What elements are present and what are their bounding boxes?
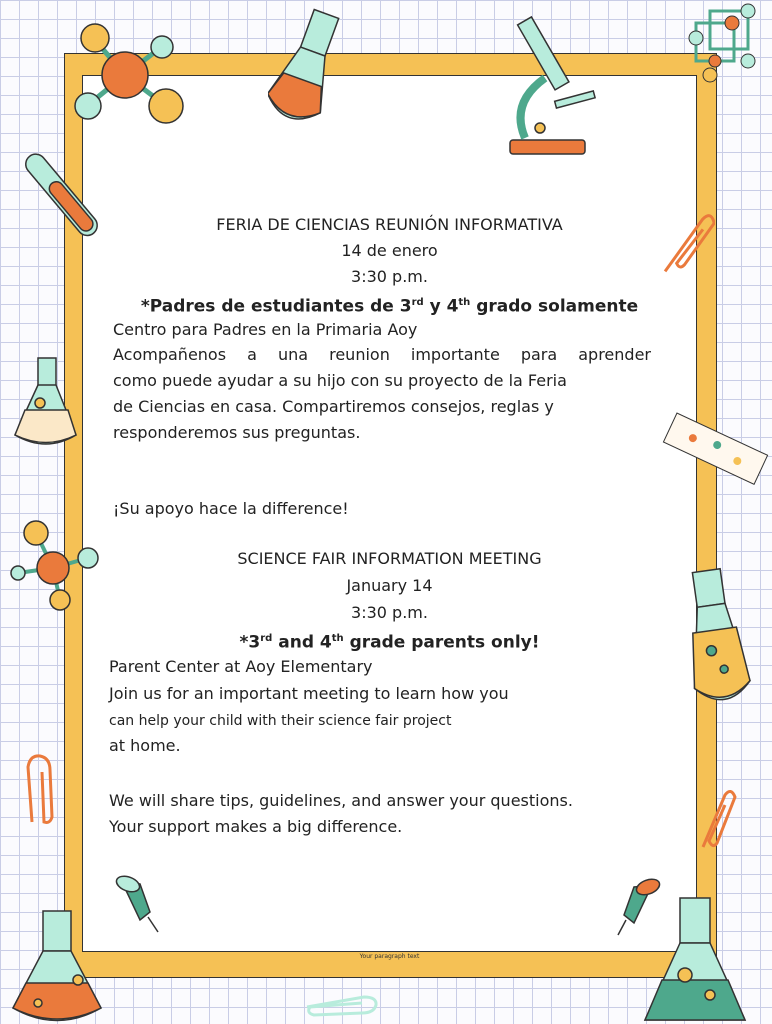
microscope-icon	[505, 8, 605, 158]
paperclip-icon	[302, 985, 382, 1020]
english-body-line: can help your child with their science fair project	[109, 713, 452, 729]
washi-tape-icon	[660, 405, 772, 495]
flask-icon	[680, 565, 752, 715]
spanish-closing: ¡Su apoyo hace la difference!	[113, 499, 349, 518]
test-tube-icon	[15, 145, 110, 250]
paperclip-icon	[20, 752, 60, 830]
english-date: January 14	[346, 576, 433, 595]
english-body-line: at home.	[109, 736, 181, 755]
pushpin-icon	[110, 872, 165, 937]
english-time: 3:30 p.m.	[351, 603, 428, 622]
paperclip-icon	[695, 785, 740, 855]
spanish-body-line: Acompañenos a una reunion importante para aprender	[113, 345, 651, 364]
flask-icon	[10, 355, 82, 450]
molecule-icon	[8, 518, 103, 613]
spanish-audience: *Padres de estudiantes de 3rd y 4th grado solamente	[140, 296, 639, 317]
spanish-title: FERIA DE CIENCIAS REUNIÓN INFORMATIVA	[216, 215, 563, 234]
spanish-body-line: como puede ayudar a su hijo con su proyecto de la Feria	[113, 371, 567, 390]
english-closing-line: Your support makes a big difference.	[109, 817, 403, 836]
english-title: SCIENCE FAIR INFORMATION MEETING	[237, 549, 542, 568]
paperclip-icon	[660, 205, 715, 285]
flask-icon	[8, 908, 106, 1024]
flask-icon	[640, 895, 750, 1024]
english-location: Parent Center at Aoy Elementary	[109, 657, 373, 676]
spanish-body-line: de Ciencias en casa. Compartiremos consejos, reglas y	[113, 397, 554, 416]
spanish-date: 14 de enero	[341, 241, 438, 260]
spanish-location: Centro para Padres en la Primaria Aoy	[113, 320, 418, 339]
english-audience: *3rd and 4th grade parents only!	[239, 632, 540, 653]
cube-molecule-icon	[682, 3, 762, 88]
spanish-time: 3:30 p.m.	[351, 267, 428, 286]
english-closing-line: We will share tips, guidelines, and answer your questions.	[109, 791, 573, 810]
flask-icon	[268, 5, 343, 135]
english-body-line: Join us for an important meeting to learn how you	[109, 684, 509, 703]
footer-placeholder-text[interactable]: Your paragraph text	[359, 953, 420, 960]
molecule-icon	[70, 20, 190, 130]
spanish-body-line: responderemos sus preguntas.	[113, 423, 361, 442]
